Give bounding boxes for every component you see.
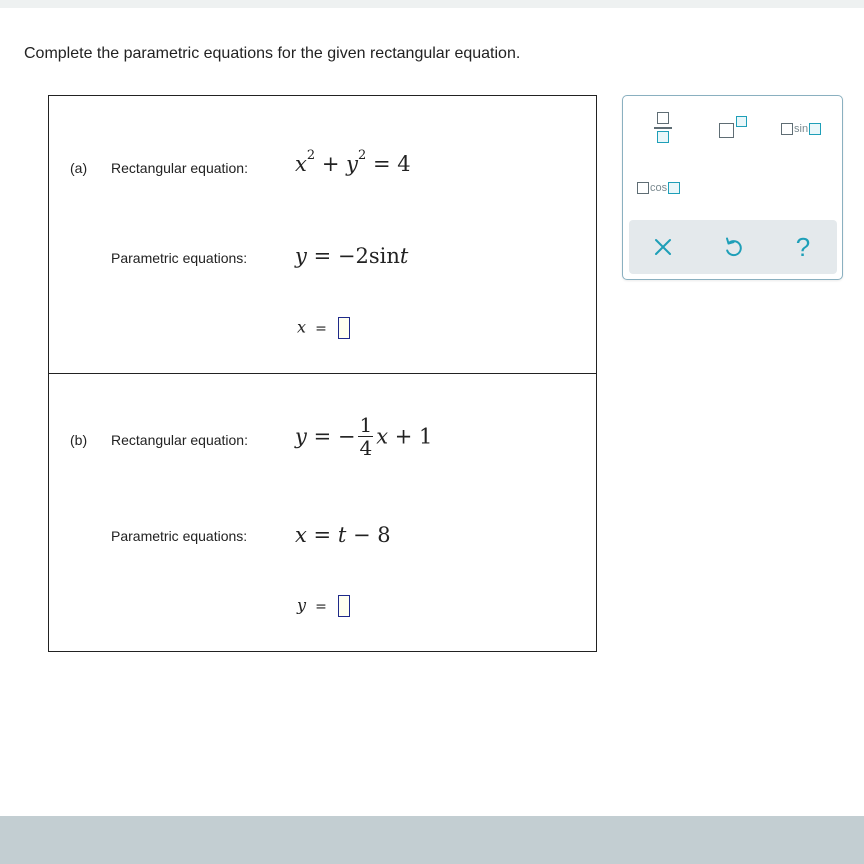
- part-b-letter: (b): [70, 432, 88, 448]
- var-y: y: [295, 424, 307, 449]
- op-equals: =: [313, 523, 332, 547]
- var-x: x: [376, 424, 389, 449]
- fraction: [358, 414, 373, 459]
- fraction-template-button[interactable]: [651, 112, 675, 146]
- square-icon: [668, 182, 680, 194]
- exp: 2: [306, 148, 316, 163]
- exp: 2: [357, 148, 367, 163]
- part-a-answer-row: [297, 317, 350, 339]
- cos-template-button[interactable]: [637, 179, 689, 197]
- op-equals: =: [313, 424, 332, 449]
- part-a-rect-equation: [295, 148, 411, 176]
- var-y: y: [295, 244, 307, 268]
- cos-label: cos: [650, 181, 668, 194]
- sin-label: sin: [794, 122, 809, 135]
- square-icon: [637, 182, 649, 194]
- fn-sin: sin: [368, 244, 400, 268]
- help-button[interactable]: [783, 231, 823, 263]
- coefficient: −2: [337, 244, 369, 268]
- denominator: 4: [359, 436, 373, 460]
- part-b-answer-input[interactable]: [338, 595, 350, 617]
- undo-icon: [717, 231, 749, 263]
- var-x: x: [297, 317, 307, 337]
- math-palette: [622, 95, 843, 280]
- part-a-rect-label: Rectangular equation:: [111, 160, 248, 176]
- sin-template-button[interactable]: [781, 120, 831, 138]
- fraction-bar-icon: [654, 127, 672, 129]
- square-icon: [809, 123, 821, 135]
- var-t: t: [337, 523, 347, 547]
- part-b-rect-label: Rectangular equation:: [111, 432, 248, 448]
- var-t: t: [399, 244, 409, 268]
- rhs-value: 4: [397, 152, 411, 176]
- exponent-template-button[interactable]: [717, 114, 751, 142]
- clear-button[interactable]: [643, 231, 683, 263]
- undo-button[interactable]: [713, 231, 753, 263]
- constant-term: − 8: [352, 523, 391, 547]
- part-b-param-equation: [295, 523, 391, 547]
- op-minus: −: [337, 424, 356, 449]
- exponent-box-icon: [736, 116, 747, 127]
- numerator: 1: [359, 413, 373, 437]
- var-y: y: [297, 595, 307, 615]
- var-x: x: [295, 523, 307, 547]
- op-plus: +: [321, 152, 340, 176]
- part-a-answer-input[interactable]: [338, 317, 350, 339]
- problem-table: [48, 95, 597, 652]
- part-b-answer-row: [297, 595, 350, 617]
- question-text: Complete the parametric equations for the given rectangular equation.: [24, 45, 521, 62]
- help-icon: ?: [795, 232, 811, 262]
- constant-term: + 1: [394, 424, 433, 449]
- var-y: y: [346, 152, 358, 176]
- op-equals: =: [313, 244, 332, 268]
- numerator-box-icon: [657, 112, 669, 124]
- part-b-rect-equation: [295, 414, 432, 459]
- part-a-letter: (a): [70, 160, 88, 176]
- op-equals: =: [315, 598, 327, 615]
- var-x: x: [295, 152, 307, 176]
- base-box-icon: [719, 123, 734, 138]
- part-b-param-label: Parametric equations:: [111, 528, 248, 544]
- part-a-param-equation: [295, 244, 408, 268]
- part-a-param-label: Parametric equations:: [111, 250, 248, 266]
- bottom-bar: [0, 816, 864, 864]
- palette-actions: [629, 220, 837, 274]
- op-equals: =: [372, 152, 391, 176]
- row-divider: [49, 373, 596, 374]
- close-icon: [647, 231, 679, 263]
- square-icon: [781, 123, 793, 135]
- op-equals: =: [315, 320, 327, 337]
- top-bar: [0, 0, 864, 8]
- denominator-box-icon: [657, 131, 669, 143]
